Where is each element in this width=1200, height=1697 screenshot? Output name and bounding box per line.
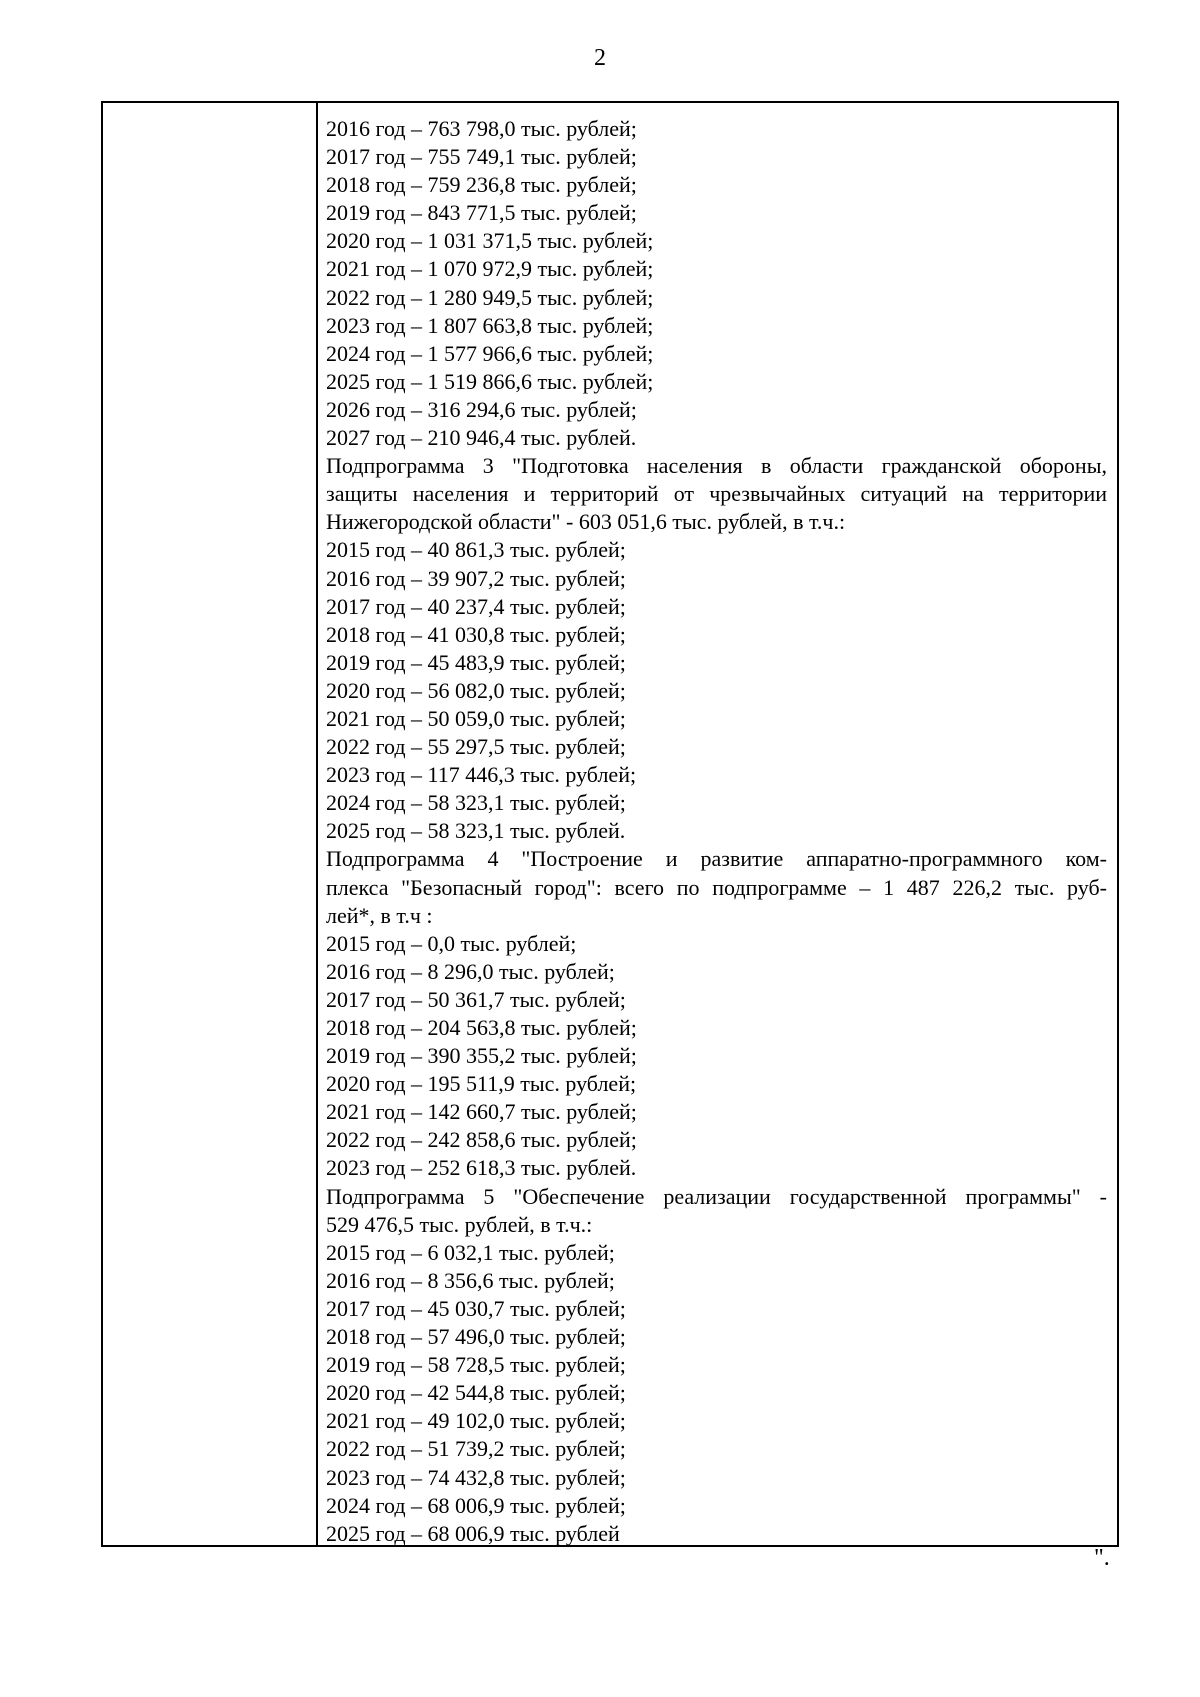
text-line: 2015 год – 40 861,3 тыс. рублей;	[326, 537, 626, 563]
text-line: 2022 год – 55 297,5 тыс. рублей;	[326, 734, 626, 760]
text-line: 2018 год – 57 496,0 тыс. рублей;	[326, 1324, 626, 1350]
text-line: 2017 год – 45 030,7 тыс. рублей;	[326, 1295, 626, 1321]
text-line: 2021 год – 1 070 972,9 тыс. рублей;	[326, 256, 654, 282]
text-line: 2018 год – 41 030,8 тыс. рублей;	[326, 621, 626, 647]
text-line: лей*, в т.ч :	[326, 902, 433, 928]
text-line: плекса "Безопасный город": всего по подпрограмме – 1 487 226,2 тыс. руб-	[326, 874, 1107, 900]
text-line: 2024 год – 58 323,1 тыс. рублей;	[326, 790, 626, 816]
text-line: 2018 год – 204 563,8 тыс. рублей;	[326, 1015, 637, 1040]
text-line: 2026 год – 316 294,6 тыс. рублей;	[326, 396, 637, 422]
text-line: 2024 год – 68 006,9 тыс. рублей;	[326, 1492, 626, 1518]
text-line: 2019 год – 58 728,5 тыс. рублей;	[326, 1352, 626, 1378]
funding-table	[101, 101, 1119, 1547]
text-line: 2018 год – 759 236,8 тыс. рублей;	[326, 172, 637, 198]
text-line: 2019 год – 45 483,9 тыс. рублей;	[326, 649, 626, 675]
text-line: 2020 год – 195 511,9 тыс. рублей;	[326, 1071, 637, 1097]
text-line: 2022 год – 242 858,6 тыс. рублей;	[326, 1127, 637, 1153]
text-line: 2024 год – 1 577 966,6 тыс. рублей;	[326, 340, 654, 366]
text-line: Нижегородской области" - 603 051,6 тыс. рублей, в т.ч.:	[326, 509, 846, 535]
text-line: 2016 год – 763 798,0 тыс. рублей;	[326, 116, 637, 141]
text-line: 2015 год – 6 032,1 тыс. рублей;	[326, 1239, 615, 1265]
text-line: 2016 год – 39 907,2 тыс. рублей;	[326, 565, 626, 591]
text-line: 2015 год – 0,0 тыс. рублей;	[326, 930, 577, 956]
text-line: 2016 год – 8 296,0 тыс. рублей;	[326, 958, 615, 984]
text-line: 2025 год – 58 323,1 тыс. рублей.	[326, 818, 626, 844]
table-left-cell	[103, 103, 318, 1545]
text-line: 2019 год – 843 771,5 тыс. рублей;	[326, 200, 637, 226]
text-line: 2019 год – 390 355,2 тыс. рублей;	[326, 1043, 637, 1069]
text-line: Подпрограмма 3 "Подготовка населения в области гражданской обороны,	[326, 453, 1107, 479]
text-line: Подпрограмма 4 "Построение и развитие аппаратно-программного ком-	[326, 846, 1107, 872]
text-line: 2022 год – 1 280 949,5 тыс. рублей;	[326, 284, 654, 310]
text-line: 2020 год – 1 031 371,5 тыс. рублей;	[326, 228, 654, 254]
page-number: 2	[594, 45, 606, 71]
text-line: 529 476,5 тыс. рублей, в т.ч.:	[326, 1211, 593, 1237]
text-line: 2021 год – 49 102,0 тыс. рублей;	[326, 1408, 626, 1434]
text-line: 2023 год – 74 432,8 тыс. рублей;	[326, 1464, 626, 1490]
text-line: 2023 год – 252 618,3 тыс. рублей.	[326, 1155, 637, 1181]
text-line: Подпрограмма 5 "Обеспечение реализации государственной программы" -	[326, 1183, 1107, 1209]
text-line: 2022 год – 51 739,2 тыс. рублей;	[326, 1436, 626, 1462]
text-line: 2020 год – 42 544,8 тыс. рублей;	[326, 1380, 626, 1406]
text-line: 2017 год – 40 237,4 тыс. рублей;	[326, 593, 626, 619]
text-line: 2023 год – 1 807 663,8 тыс. рублей;	[326, 312, 654, 338]
text-line: 2020 год – 56 082,0 тыс. рублей;	[326, 677, 626, 703]
text-line: 2025 год – 68 006,9 тыс. рублей	[326, 1520, 620, 1546]
text-line: 2021 год – 50 059,0 тыс. рублей;	[326, 705, 626, 731]
text-line: 2027 год – 210 946,4 тыс. рублей.	[326, 425, 637, 451]
text-line: 2025 год – 1 519 866,6 тыс. рублей;	[326, 368, 654, 394]
text-line: 2016 год – 8 356,6 тыс. рублей;	[326, 1267, 615, 1293]
text-line: 2023 год – 117 446,3 тыс. рублей;	[326, 762, 637, 788]
table-content-cell	[318, 103, 1117, 1545]
text-line: 2021 год – 142 660,7 тыс. рублей;	[326, 1099, 637, 1125]
closing-quote-mark: ".	[1094, 1545, 1110, 1571]
text-line: 2017 год – 50 361,7 тыс. рублей;	[326, 986, 626, 1012]
text-line: 2017 год – 755 749,1 тыс. рублей;	[326, 144, 637, 170]
text-line: защиты населения и территорий от чрезвычайных ситуаций на территории	[326, 481, 1107, 507]
